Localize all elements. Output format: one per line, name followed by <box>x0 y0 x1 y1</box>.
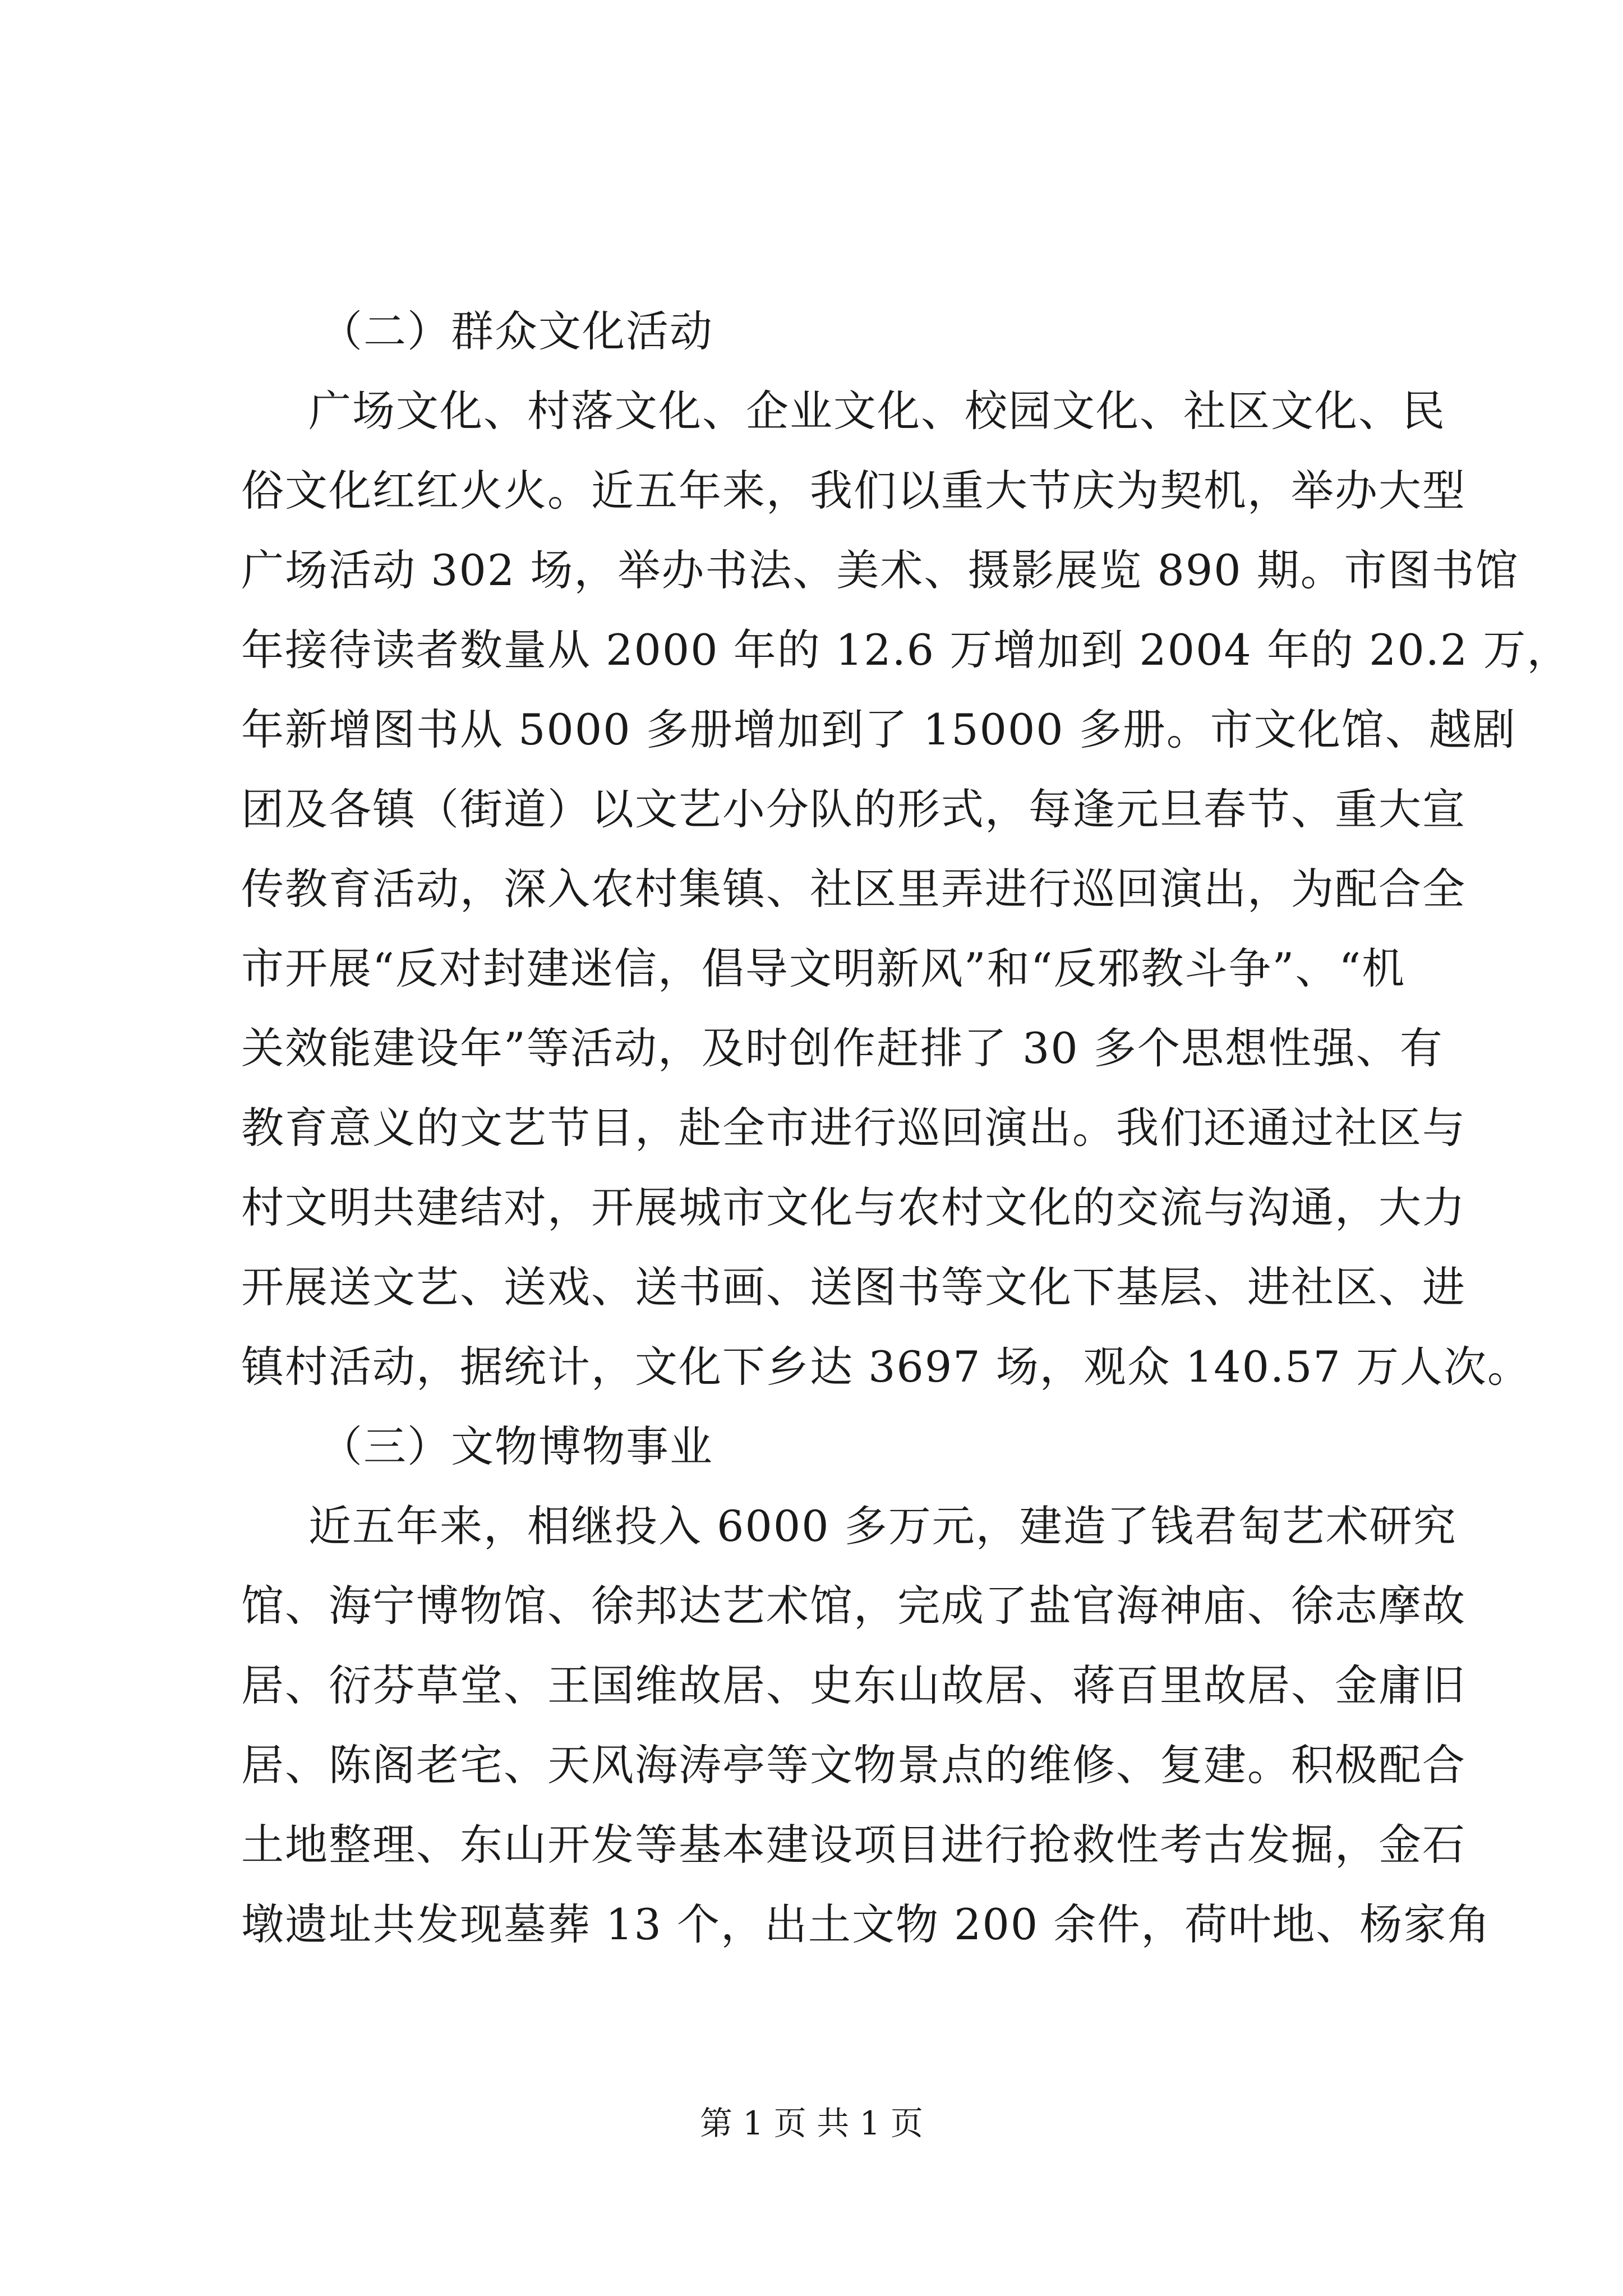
paragraph-line: 传教育活动，深入农村集镇、社区里弄进行巡回演出，为配合全 <box>241 864 1466 914</box>
document-body <box>241 292 1571 1964</box>
paragraph-line: 馆、海宁博物馆、徐邦达艺术馆，完成了盐官海神庙、徐志摩故 <box>241 1581 1466 1631</box>
paragraph-line: 年新增图书从 5000 多册增加到了 15000 多册。市文化馆、越剧 <box>241 705 1516 754</box>
paragraph-line: 镇村活动，据统计，文化下乡达 3697 场，观众 140.57 万人次。 <box>241 1342 1531 1392</box>
paragraph-line: 近五年来，相继投入 6000 多万元，建造了钱君匋艺术研究 <box>308 1501 1457 1551</box>
paragraph <box>241 1487 1491 1964</box>
paragraph-line: 墩遗址共发现墓葬 13 个，出土文物 200 余件，荷叶地、杨家角 <box>241 1899 1491 1949</box>
paragraph-line: 开展送文艺、送戏、送书画、送图书等文化下基层、进社区、进 <box>241 1262 1466 1312</box>
paragraph-line: 市开展“反对封建迷信，倡导文明新风”和“反邪教斗争”、“机 <box>241 944 1406 993</box>
paragraph-line: 俗文化红红火火。近五年来，我们以重大节庆为契机，举办大型 <box>241 466 1466 516</box>
paragraph <box>241 371 1571 1407</box>
section-heading: （二）群众文化活动 <box>320 306 713 356</box>
paragraph-line: 居、衍芬草堂、王国维故居、史东山故居、蒋百里故居、金庸旧 <box>241 1660 1466 1710</box>
paragraph-line: 广场活动 302 场，举办书法、美术、摄影展览 890 期。市图书馆 <box>241 545 1519 595</box>
paragraph-line: 教育意义的文艺节目，赴全市进行巡回演出。我们还通过社区与 <box>241 1103 1466 1153</box>
paragraph-line: 关效能建设年”等活动，及时创作赶排了 30 多个思想性强、有 <box>241 1023 1444 1073</box>
paragraph-line: 村文明共建结对，开展城市文化与农村文化的交流与沟通，大力 <box>241 1182 1466 1232</box>
paragraph-line: 居、陈阁老宅、天风海涛亭等文物景点的维修、复建。积极配合 <box>241 1740 1466 1790</box>
page-number-footer: 第 1 页 共 1 页 <box>700 2104 923 2142</box>
section-heading: （三）文物博物事业 <box>320 1421 713 1471</box>
paragraph-line: 年接待读者数量从 2000 年的 12.6 万增加到 2004 年的 20.2 万， <box>241 625 1571 675</box>
paragraph-line: 团及各镇（街道）以文艺小分队的形式，每逢元旦春节、重大宣 <box>241 784 1466 834</box>
paragraph-line: 广场文化、村落文化、企业文化、校园文化、社区文化、民 <box>308 386 1446 436</box>
paragraph-line: 土地整理、东山开发等基本建设项目进行抢救性考古发掘，金石 <box>241 1820 1466 1870</box>
